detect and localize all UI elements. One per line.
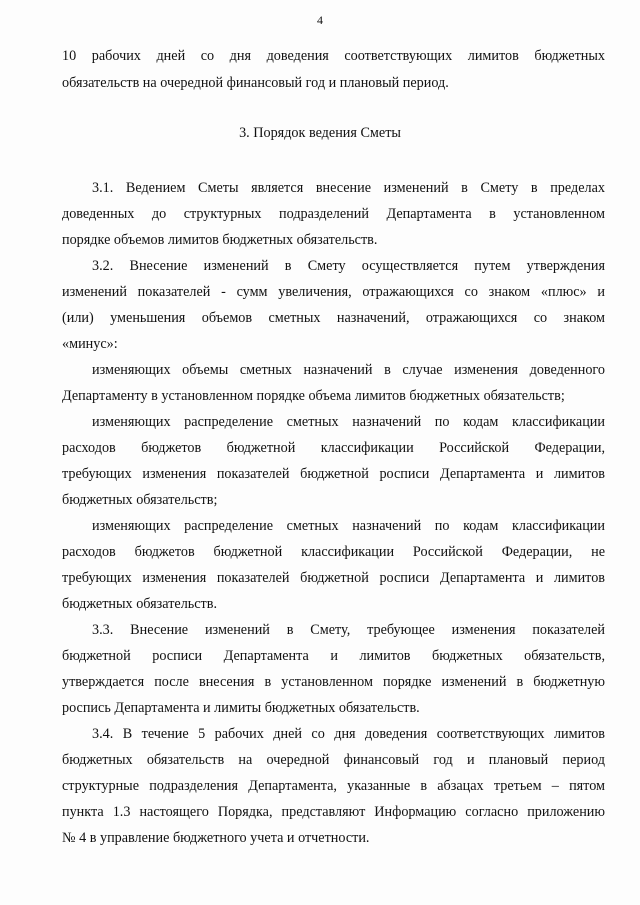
- paragraph-3-2-line: 3.2. Внесение изменений в Смету осуществляется путем утверждения: [92, 258, 605, 274]
- list-item-3-line: изменяющих распределение сметных назначений по кодам классификации: [92, 518, 605, 534]
- page-number: 4: [317, 13, 323, 27]
- list-item-1-line: изменяющих объемы сметных назначений в случае изменения доведенного: [92, 362, 605, 378]
- paragraph-3-3-line: бюджетной росписи Департамента и лимитов бюджетных обязательств,: [62, 648, 605, 664]
- list-item-2-line: изменяющих распределение сметных назначений по кодам классификации: [92, 414, 605, 430]
- paragraph-3-4-line: пункта 1.3 настоящего Порядка, представляют Информацию согласно приложению: [62, 804, 605, 820]
- list-item-3-line: расходов бюджетов бюджетной классификации Российской Федерации, не: [62, 544, 605, 560]
- list-item-2-line: бюджетных обязательств;: [62, 492, 218, 508]
- paragraph-3-1-line: 3.1. Ведением Сметы является внесение изменений в Смету в пределах: [92, 180, 605, 196]
- paragraph-3-3-line: 3.3. Внесение изменений в Смету, требующее изменения показателей: [92, 622, 605, 638]
- text-line: обязательств на очередной финансовый год и плановый период.: [62, 75, 449, 91]
- section-heading: 3. Порядок ведения Сметы: [239, 125, 401, 141]
- paragraph-3-4-line: бюджетных обязательств на очередной финансовый год и плановый период: [62, 752, 605, 768]
- paragraph-3-1-line: доведенных до структурных подразделений Департамента в установленном: [62, 206, 605, 222]
- list-item-2-line: расходов бюджетов бюджетной классификации Российской Федерации,: [62, 440, 605, 456]
- paragraph-3-3-line: утверждается после внесения в установленном порядке изменений в бюджетную: [62, 674, 605, 690]
- list-item-3-line: требующих изменения показателей бюджетной росписи Департамента и лимитов: [62, 570, 605, 586]
- paragraph-3-2-line: «минус»:: [62, 336, 118, 352]
- list-item-1-line: Департаменту в установленном порядке объема лимитов бюджетных обязательств;: [62, 388, 565, 404]
- paragraph-3-4-line: структурные подразделения Департамента, указанные в абзацах третьем – пятом: [62, 778, 605, 794]
- paragraph-3-2-line: изменений показателей - сумм увеличения, отражающихся со знаком «плюс» и: [62, 284, 605, 300]
- paragraph-3-3-line: роспись Департамента и лимиты бюджетных обязательств.: [62, 700, 420, 716]
- paragraph-3-4-line: 3.4. В течение 5 рабочих дней со дня доведения соответствующих лимитов: [92, 726, 605, 742]
- paragraph-3-2-line: (или) уменьшения объемов сметных назначений, отражающихся со знаком: [62, 310, 605, 326]
- paragraph-3-1-line: порядке объемов лимитов бюджетных обязательств.: [62, 232, 378, 248]
- list-item-2-line: требующих изменения показателей бюджетной росписи Департамента и лимитов: [62, 466, 605, 482]
- list-item-3-line: бюджетных обязательств.: [62, 596, 218, 612]
- text-line: 10 рабочих дней со дня доведения соответствующих лимитов бюджетных: [62, 48, 605, 64]
- paragraph-3-4-line: № 4 в управление бюджетного учета и отчетности.: [62, 830, 370, 846]
